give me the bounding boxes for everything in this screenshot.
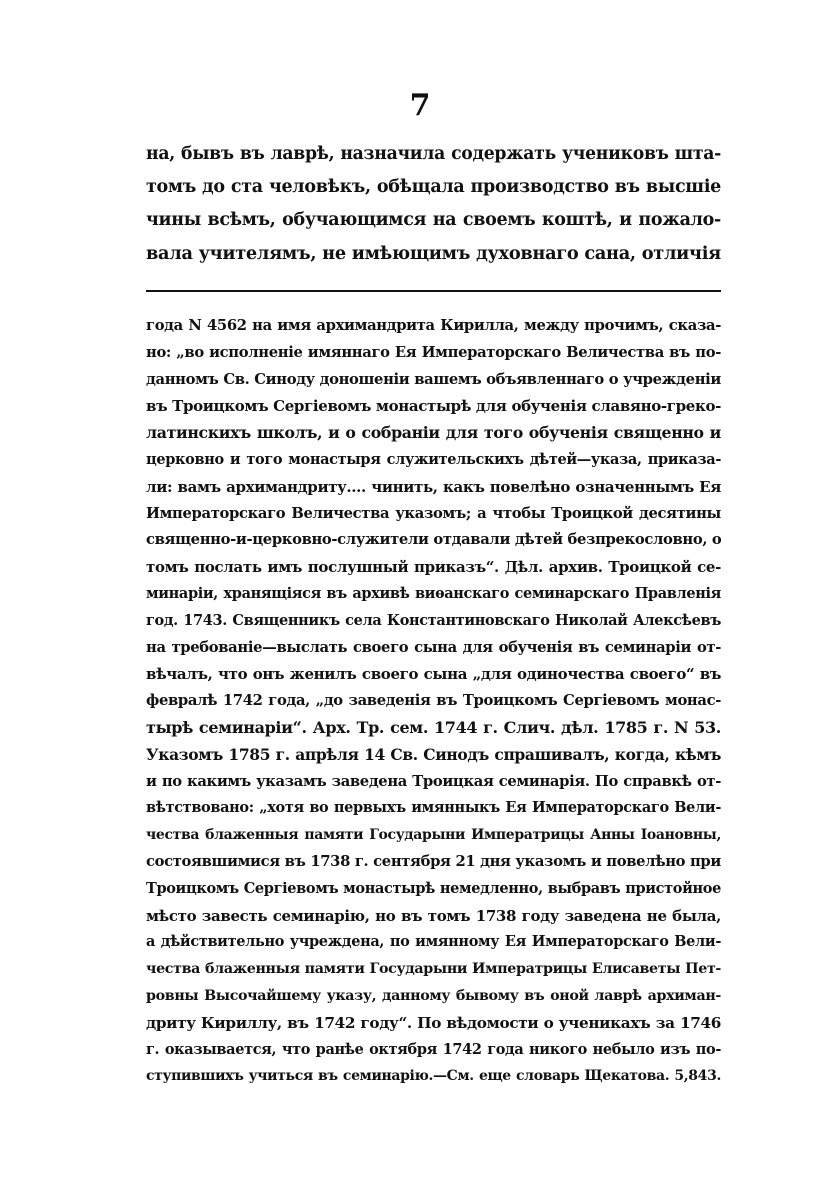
footnote-line: томъ послать имъ послушный приказъ“. Дѣл. архив. Троицкой се-	[146, 558, 721, 577]
footnote-line: минаріи, хранящіяся въ архивѣ виѳанскаго семинарскаго Правленія	[146, 584, 721, 602]
footnote-line: ли: вамъ архимандриту.... чинить, какъ повелѣно означеннымъ Ея	[146, 477, 721, 496]
footnote-line: въ Троицкомъ Сергіевомъ монастырѣ для обученія славяно-греко-	[146, 397, 721, 416]
footnote-line: вѣчалъ, что онъ женилъ своего сына „для одиночества своего“ въ	[146, 665, 721, 684]
footnote-line: мѣсто завесть семинарію, но въ томъ 1738 году заведена не была,	[146, 906, 721, 925]
main-text-line: вала учителямъ, не имѣющимъ духовнаго сана, отличія	[146, 243, 721, 264]
page-number: 7	[409, 88, 431, 123]
main-text-line: томъ до ста человѣкъ, обѣщала производство въ высшіе	[146, 177, 721, 197]
footnote-line: на требованіе—выслать своего сына для обученія въ семинаріи от-	[146, 638, 721, 656]
main-text	[146, 138, 721, 270]
footnote-line: г. оказывается, что ранѣе октября 1742 года никого небыло изъ по-	[146, 1040, 721, 1058]
footnote-line: вѣтствовано: „хотя во первыхъ имянныкъ Ея Императорскаго Вели-	[146, 799, 721, 817]
footnote-line: латинскихъ школъ, и о собраніи для того обученія священно и	[146, 423, 721, 443]
footnote-line: данномъ Св. Синоду доношеніи вашемъ объявленнаго о учрежденіи	[146, 370, 721, 388]
footnote-line: ступившихъ учиться въ семинарію.—См. еще словарь Щекатова. 5,843.	[146, 1068, 721, 1085]
footnote-line: но: „во исполненіе имяннаго Ея Императорскаго Величества въ по-	[146, 343, 721, 361]
footnote-line: Указомъ 1785 г. апрѣля 14 Св. Синодъ спрашивалъ, когда, кѣмъ	[146, 744, 721, 764]
footnote-line: февралѣ 1742 года, „до заведенія въ Троицкомъ Сергіевомъ монас-	[146, 692, 721, 710]
footnote-line: дриту Кириллу, въ 1742 году“. По вѣдомости о ученикахъ за 1746	[146, 1013, 721, 1032]
footnote-line: тырѣ семинаріи“. Арх. Тр. сем. 1744 г. Слич. дѣл. 1785 г. N 53.	[146, 717, 721, 737]
footnote-line: а дѣйствительно учреждена, по имянному Ея Императорскаго Вели-	[146, 933, 721, 951]
footnote-line: церковно и того монастыря служительскихъ дѣтей—указа, приказа-	[146, 450, 721, 468]
footnote-line: Троицкомъ Сергіевомъ монастырѣ немедленно, выбравъ пристойное	[146, 879, 721, 897]
footnote-line: чества блаженныя памяти Государыни Императрицы Елисаветы Пет-	[146, 961, 721, 978]
footnote	[146, 313, 721, 1090]
main-text-line: на, бывъ въ лаврѣ, назначила содержать учениковъ шта-	[146, 144, 721, 164]
footnote-line: священно-и-церковно-служители отдавали дѣтей безпрекословно, о	[146, 531, 722, 549]
footnote-line: года N 4562 на имя архимандрита Кирилла, между прочимъ, сказа-	[146, 317, 721, 334]
footnote-line: и по какимъ указамъ заведена Троицкая семинарія. По справкѣ от-	[146, 772, 721, 790]
main-text-line: чины всѣмъ, обучающимся на своемъ коштѣ, и пожало-	[146, 210, 721, 230]
footnote-line: год. 1743. Священникъ села Константиновскаго Николай Алексѣевъ	[146, 611, 721, 629]
footnote-divider	[146, 290, 721, 292]
footnote-line: чества блаженныя памяти Государыни Императрицы Анны Іоановны,	[146, 827, 721, 844]
footnote-line: Императорскаго Величества указомъ; а чтобы Троицкой десятины	[146, 504, 721, 522]
footnote-line: состоявшимися въ 1738 г. сентября 21 дня указомъ и повелѣно при	[146, 852, 721, 870]
footnote-line: ровны Высочайшему указу, данному бывому въ оной лаврѣ архиман-	[146, 987, 721, 1004]
